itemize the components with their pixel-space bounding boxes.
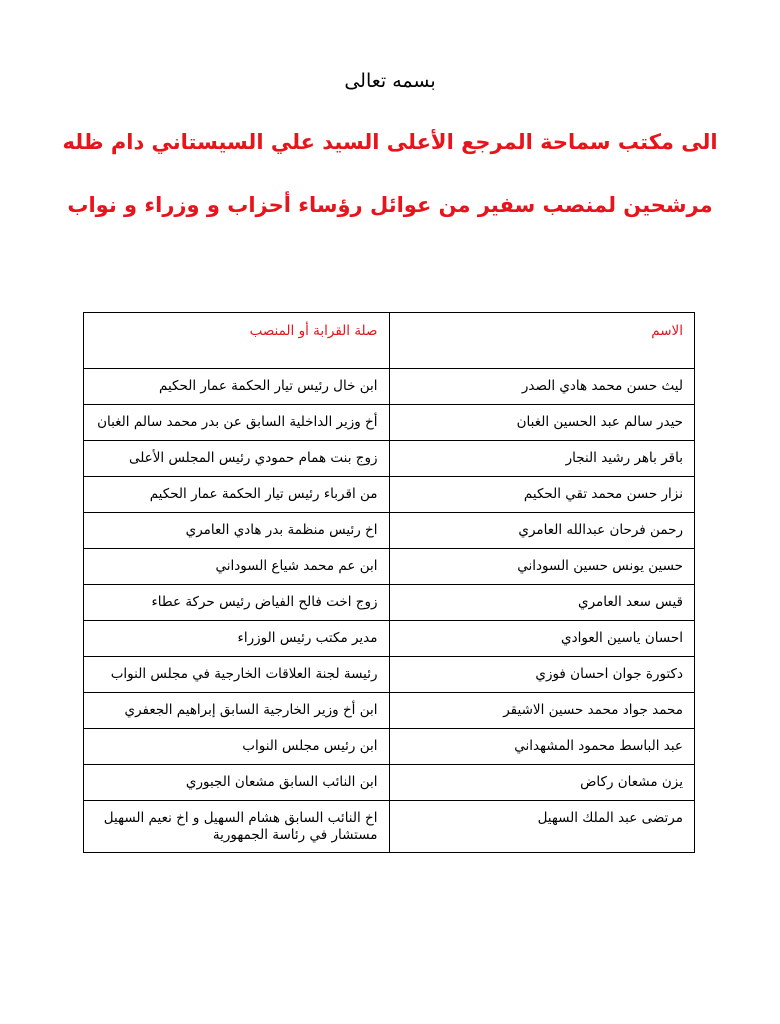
candidate-name: حيدر سالم عبد الحسين الغبان [389,405,695,441]
candidate-relation: ابن عم محمد شياع السوداني [84,549,390,585]
candidate-relation: مدير مكتب رئيس الوزراء [84,621,390,657]
candidate-relation: زوج اخت فالح الفياض رئيس حركة عطاء [84,585,390,621]
table-row [84,441,695,477]
table-row [84,585,695,621]
table-row [84,621,695,657]
table-row [84,369,695,405]
candidate-name: رحمن فرحان عبدالله العامري [389,513,695,549]
relation-column-header: صلة القرابة أو المنصب [84,313,390,369]
table-row [84,801,695,853]
candidate-name: دكتورة جوان احسان فوزي [389,657,695,693]
document-title: الى مكتب سماحة المرجع الأعلى السيد علي السيستاني دام ظله [62,130,718,154]
table-row [84,513,695,549]
candidate-relation: ابن أخ وزير الخارجية السابق إبراهيم الجعفري [84,693,390,729]
table-row [84,765,695,801]
candidate-name: مرتضى عبد الملك السهيل [389,801,695,853]
candidate-relation: اخ النائب السابق هشام السهيل و اخ نعيم السهيل مستشار في رئاسة الجمهورية [84,801,390,853]
candidate-relation: ابن رئيس مجلس النواب [84,729,390,765]
candidate-name: محمد جواد محمد حسين الاشيقر [389,693,695,729]
candidate-name: قيس سعد العامري [389,585,695,621]
table-header-row [84,313,695,369]
candidate-name: حسين يونس حسين السوداني [389,549,695,585]
candidate-relation: أخ وزير الداخلية السابق عن بدر محمد سالم الغبان [84,405,390,441]
document-subtitle: مرشحين لمنصب سفير من عوائل رؤساء أحزاب و وزراء و نواب [67,193,713,217]
basmala-heading: بسمه تعالى [344,70,436,92]
table-row [84,693,695,729]
table-row [84,657,695,693]
table-row [84,405,695,441]
candidate-name: نزار حسن محمد تقي الحكيم [389,477,695,513]
candidate-relation: رئيسة لجنة العلاقات الخارجية في مجلس النواب [84,657,390,693]
table-row [84,549,695,585]
candidate-name: عبد الباسط محمود المشهداني [389,729,695,765]
table-row [84,477,695,513]
candidate-relation: زوج بنت همام حمودي رئيس المجلس الأعلى [84,441,390,477]
candidate-relation: من اقرباء رئيس تيار الحكمة عمار الحكيم [84,477,390,513]
candidate-relation: اخ رئيس منظمة بدر هادي العامري [84,513,390,549]
candidate-relation: ابن النائب السابق مشعان الجبوري [84,765,390,801]
candidate-name: احسان ياسين العوادي [389,621,695,657]
candidate-name: باقر باهر رشيد النجار [389,441,695,477]
candidates-table [83,312,695,853]
candidate-name: يزن مشعان ركاض [389,765,695,801]
name-column-header: الاسم [389,313,695,369]
candidate-relation: ابن خال رئيس تيار الحكمة عمار الحكيم [84,369,390,405]
table-row [84,729,695,765]
candidate-name: ليث حسن محمد هادي الصدر [389,369,695,405]
